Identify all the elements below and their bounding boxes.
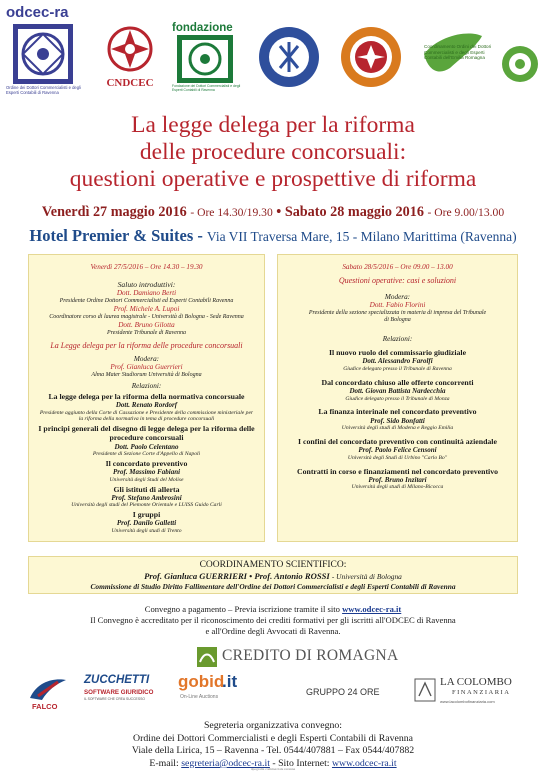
- dates-line: [0, 204, 546, 221]
- talk-speaker: Prof. Danilo Galletti: [116, 519, 177, 528]
- gobid-tld: .it: [222, 672, 238, 691]
- talk-role: Università degli studi di Trento: [111, 528, 182, 535]
- footer-org: Ordine dei Dottori Commercialisti e degli Esperti Contabili di Ravenna: [133, 732, 413, 744]
- day2-talks-label: Relazioni:: [382, 334, 413, 343]
- greeting2-role: Coordinatore corso di laurea magistrale - Università di Bologna - Sede Ravenna: [49, 313, 244, 320]
- sponsors: [0, 642, 546, 717]
- talk-speaker: Dott. Alessandro Farolfi: [362, 357, 433, 366]
- info-line-3: e all'Ordine degli Avvocati di Ravenna.: [205, 626, 341, 636]
- talk-role: Università degli studi di Milano-Bicocca: [351, 484, 444, 491]
- talk-role: Università degli studi del Piemonte Orientale e LUISS Guido Carli: [71, 502, 222, 509]
- talk-role: Giudice delegato presso il Tribunale di Monza: [345, 395, 450, 402]
- talk-role: Giudice delegato presso il Tribunale di Ravenna: [343, 365, 452, 372]
- cndcec-emblem-icon: [107, 26, 153, 72]
- fondazione-emblem-icon: [176, 34, 234, 84]
- coordination-label: COORDINAMENTO SCIENTIFICO:: [199, 560, 347, 570]
- talk-role: Università degli Studi del Molise: [109, 476, 184, 483]
- talk-role: Università degli Studi di Urbino "Carlo Bo": [347, 454, 448, 461]
- coordination-affiliation: - Università di Bologna: [331, 572, 402, 581]
- lacolombo-icon: [414, 678, 436, 702]
- footer-email-link[interactable]: segreteria@odcec-ra.it: [181, 757, 270, 769]
- odcec-emblem-icon: [12, 23, 74, 85]
- gobid-name: gobid: [178, 672, 225, 691]
- venue-line: [0, 226, 546, 246]
- dates-bullet: •: [276, 204, 282, 220]
- footer-email-label: E-mail:: [149, 757, 179, 769]
- talk-title: Gli istituti di allerta: [113, 484, 180, 494]
- cndcec-logo: [98, 26, 162, 104]
- talk-speaker: Dott. Renato Rordorf: [115, 401, 178, 410]
- venue-address: Via VII Traversa Mare, 15 - Milano Marittima (Ravenna): [206, 229, 517, 244]
- venue-hotel: Hotel Premier & Suites -: [29, 226, 203, 245]
- registration-info: [0, 604, 546, 637]
- day1-header: Venerdì 27/5/2016 – Ore 14.30 – 19.30: [90, 263, 203, 271]
- coordinamento-logo-caption: Coordinamento Ordini dei Dottori Commercialisti e degli Esperti Contabili dell'Emilia Romagna: [424, 44, 492, 60]
- talk-speaker: Prof. Stefano Ambrosini: [111, 493, 182, 502]
- greeting1-role: Presidente Ordine Dottori Commercialisti ed Esperti Contabili Ravenna: [59, 297, 234, 304]
- info-line-2: Il Convegno è accreditato per il riconoscimento dei crediti formativi per gli iscritti all'ODCEC di Ravenna: [90, 615, 456, 625]
- universita-logo: [340, 26, 402, 88]
- info-line-1: [0, 604, 546, 615]
- credito-romagna-name: CREDITO DI ROMAGNA: [222, 647, 399, 664]
- coordination-names: Prof. Gianluca GUERRIERI • Prof. Antonio ROSSI: [144, 571, 330, 581]
- time2: - Ore 9.00/13.00: [427, 206, 505, 219]
- day2-moderator-label: Modera:: [384, 292, 411, 301]
- cndcec-logo-name: CNDCEC: [106, 77, 154, 89]
- lacolombo-name: LA COLOMBO: [440, 676, 512, 688]
- talk-speaker: Prof. Sido Bonfatti: [370, 416, 425, 425]
- falco-name: FALCO: [32, 702, 58, 711]
- talk-speaker: Dott. Paolo Celentano: [114, 442, 179, 451]
- fondazione-monte-seal-icon: [258, 26, 320, 88]
- fondazione-logo: [172, 22, 242, 104]
- scientific-coordination: [28, 556, 518, 594]
- gruppo24ore-logo: [306, 682, 384, 700]
- day1-talks-label: Relazioni:: [131, 382, 162, 391]
- day2: Sabato 28 maggio 2016: [284, 204, 424, 220]
- lacolombo-logo: [414, 676, 532, 712]
- zucchetti-sub2: IL SOFTWARE CHE CREA SUCCESSO: [84, 697, 145, 701]
- footer: [0, 720, 546, 770]
- credito-romagna-logo: [196, 646, 399, 670]
- talk-title: I principi generali del disegno di legge delega per la riforma delle procedure concorsuali: [38, 424, 255, 443]
- day2-header: Sabato 28/5/2016 – Ore 09.00 – 13.00: [342, 263, 453, 271]
- odcec-logo: [6, 4, 90, 104]
- talk-speaker: Dott. Giovan Battista Nardecchia: [349, 386, 446, 395]
- coordinamento-logo: [420, 24, 542, 98]
- gobid-logo: [178, 672, 252, 712]
- logos-row: [0, 0, 546, 108]
- day1-moderator-name: Prof. Gianluca Guerrieri: [110, 363, 183, 372]
- coordination-commission: Commissione di Studio Diritto Fallimentare dell'Ordine dei Dottori Commercialisti e degli Esperti Contabili di Ravenna: [90, 582, 456, 591]
- day1-session-title: La Legge delega per la riforma delle procedure concorsuali: [50, 341, 243, 351]
- fondazione-monte-logo: [258, 26, 320, 88]
- footer-site-label: - Sito Internet:: [272, 757, 330, 769]
- universita-seal-icon: [340, 26, 402, 88]
- talk-title: Il nuovo ruolo del commissario giudiziale: [328, 348, 467, 358]
- talk-title: La legge delega per la riforma della normativa concorsuale: [48, 391, 245, 401]
- odcec-logo-name: odcec-ra: [6, 4, 69, 21]
- day1-talks: [29, 391, 264, 535]
- talk-speaker: Prof. Bruno Inzitari: [368, 475, 427, 484]
- title-line-2: delle procedure concorsuali:: [139, 139, 407, 165]
- day2-talks: [278, 343, 517, 491]
- greeting1-name: Dott. Damiano Berti: [116, 289, 177, 298]
- title-line-1: La legge delega per la riforma: [131, 112, 415, 138]
- talk-title: La finanza interinale nel concordato preventivo: [318, 407, 477, 417]
- coordinamento-emblem-icon: [420, 24, 542, 98]
- footer-label: Segreteria organizzativa convegno:: [203, 720, 342, 731]
- day2-moderator-role: Presidente della sezione specializzata in materia di impresa del Tribunale di Bologna: [308, 309, 487, 324]
- zucchetti-logo: [84, 674, 166, 714]
- title-line-3: questioni operative e prospettive di riforma: [69, 166, 477, 192]
- talk-role: Università degli studi di Modena e Reggio Emilia: [341, 425, 454, 432]
- greeting2-name: Prof. Michele A. Lupoi: [113, 305, 180, 314]
- day1: Venerdì 27 maggio 2016: [41, 204, 187, 220]
- odcec-logo-caption: Ordine dei Dottori Commercialisti e degli Esperti Contabili di Ravenna: [6, 85, 81, 95]
- talk-speaker: Prof. Paolo Felice Censoni: [358, 446, 437, 455]
- talk-title: Il concordato preventivo: [105, 459, 188, 469]
- talk-title: Dal concordato chiuso alle offerte concorrenti: [321, 377, 474, 387]
- footer-address: Viale della Lirica, 15 – Ravenna - Tel. 0544/407881 – Fax 0544/407882: [131, 745, 415, 757]
- talk-title: I gruppi: [132, 510, 161, 520]
- lacolombo-sub: FINANZIARIA: [452, 689, 511, 696]
- greeting3-name: Dott. Bruno Gilotta: [118, 321, 175, 330]
- talk-role: Presidente di Sezione Corte d'Appello di Napoli: [92, 451, 201, 458]
- greeting3-role: Presidente Tribunale di Ravenna: [107, 329, 186, 336]
- greetings-label: Saluto introduttivi:: [117, 279, 176, 289]
- info-line-1-text: Convegno a pagamento – Previa iscrizione tramite il sito: [144, 604, 340, 614]
- day2-moderator-name: Dott. Fabio Florini: [369, 301, 426, 310]
- info-site-link[interactable]: www.odcec-ra.it: [342, 604, 402, 614]
- gobid-sub: On-Line Auctions: [180, 694, 219, 700]
- day1-moderator-label: Modera:: [133, 354, 160, 363]
- print-credit: tipografia commerciale ravenna: [250, 767, 296, 771]
- zucchetti-name: ZUCCHETTI: [84, 674, 150, 686]
- zucchetti-sub: SOFTWARE GIURIDICO: [84, 689, 154, 696]
- program-day1: [28, 254, 265, 542]
- time1: - Ore 14.30/19.30: [190, 206, 273, 219]
- fondazione-logo-caption: Fondazione dei Dottori Commercialisti e degli Esperti Contabili di Ravenna: [172, 84, 241, 92]
- falco-bird-icon: [28, 676, 68, 702]
- footer-site-link[interactable]: www.odcec-ra.it: [331, 757, 397, 769]
- page-title: [0, 112, 546, 193]
- lacolombo-web: www.lacolombofinanziaria.com: [440, 699, 495, 704]
- fondazione-logo-name: fondazione: [172, 22, 233, 34]
- talk-title: Contratti in corso e finanziamenti nel concordato preventivo: [296, 466, 499, 476]
- day1-moderator-role: Alma Mater Studiorum Università di Bologna: [91, 371, 202, 378]
- talk-role: Presidente aggiunto della Corte di Cassazione e Presidente della commissione ministeriale per la riforma della normativa in tema di procedure concorsuali: [39, 409, 254, 423]
- credito-romagna-icon: [196, 646, 218, 668]
- talk-title: I confini del concordato preventivo con continuità aziendale: [298, 436, 497, 446]
- program-day2: [277, 254, 518, 542]
- falco-logo: [20, 676, 78, 712]
- gruppo24ore-name: GRUPPO 24 ORE: [306, 687, 380, 697]
- talk-speaker: Prof. Massimo Fabiani: [112, 468, 181, 477]
- day2-session-title: Questioni operative: casi e soluzioni: [338, 275, 457, 285]
